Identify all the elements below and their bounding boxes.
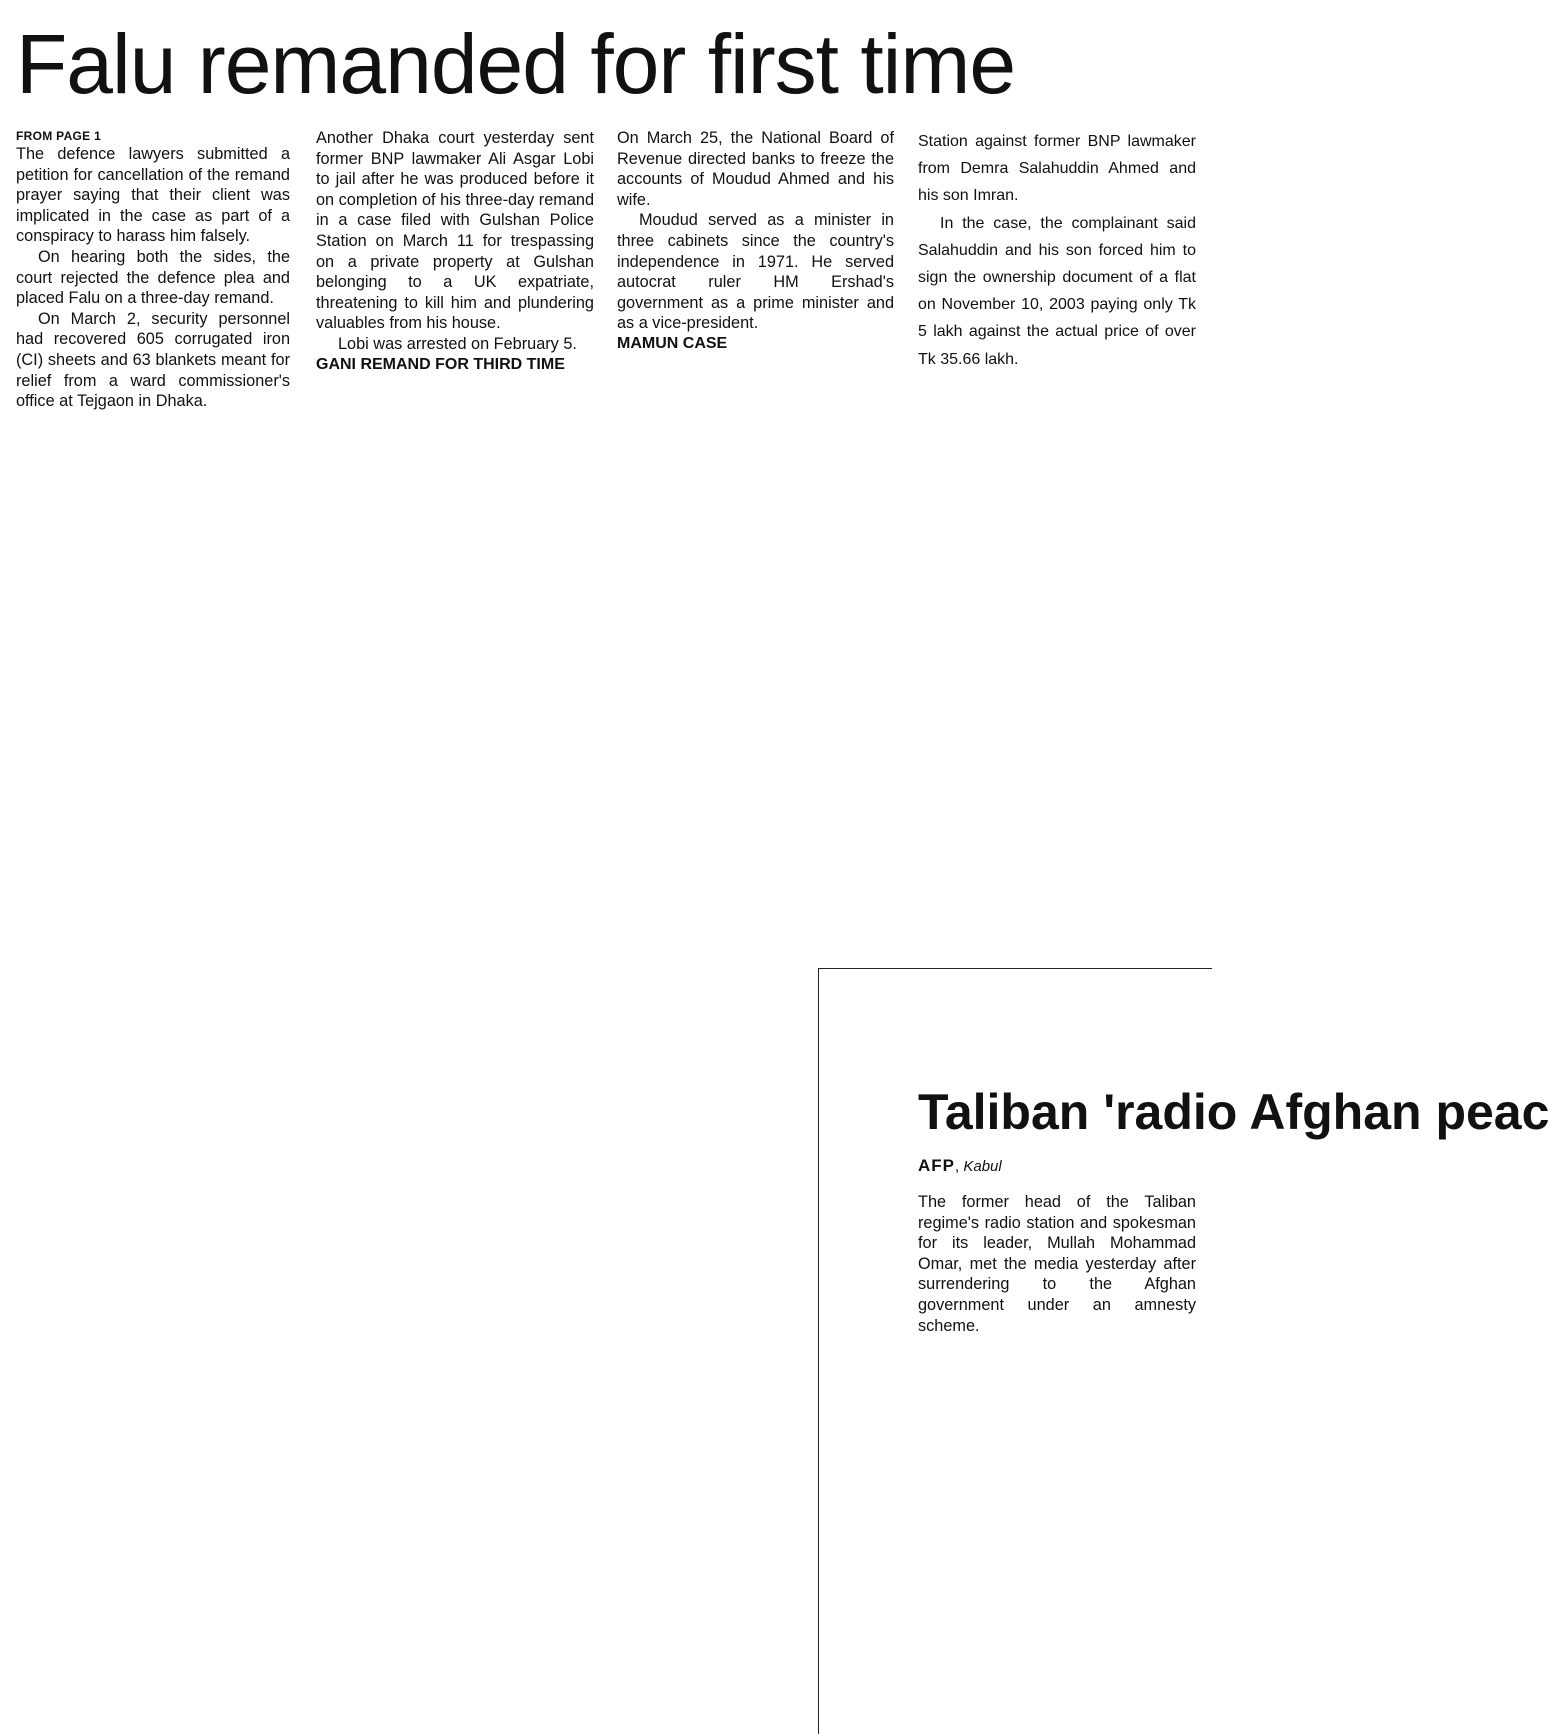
paragraph: Station against former BNP lawmaker from Demra Salahuddin Ahmed and his son Imran. [918,133,1196,205]
column-1 [16,128,290,1728]
paragraph: On March 2, security personnel had recovered 605 corrugated iron (CI) sheets and 63 blankets meant for relief from a ward commissioner's office at Tejgaon in Dhaka. [16,309,290,411]
paragraph: Another Dhaka court yesterday sent former BNP lawmaker Ali Asgar Lobi to jail after he was produced before it on completion of his three-day remand in a case filed with Gulshan Police Station on March 11 for trespassing on a private property at Gulshan belonging to a UK expatriate, threatening to kill him and plundering valuables from his house. [316,129,594,333]
taliban-story [918,1082,1549,1336]
paragraph: In the case, the complainant said Salahuddin and his son forced him to sign the ownership document of a flat on November 10, 2003 paying only Tk 5 lakh against the actual price of over Tk 35.66 lakh. [918,214,1196,368]
paragraph: Lobi was arrested on February 5. [338,334,577,353]
paragraph: The former head of the Taliban regime's radio station and spokesman for its leader, Mullah Mohammad Omar, met the media yesterday after surrendering to the Afghan government under an amnesty scheme. [918,1193,1196,1335]
paragraph: The defence lawyers submitted a petition for cancellation of the remand prayer saying that their client was implicated in the case as part of a conspiracy to harass him falsely. [16,145,290,246]
paragraph: On hearing both the sides, the court rejected the defence plea and placed Falu on a three-day remand. [16,247,290,308]
page-headline: Falu remanded for first time [16,17,1016,111]
taliban-body [918,1192,1196,1336]
column-divider [818,968,819,1734]
byline-place: Kabul [963,1158,1002,1175]
taliban-headline-text: Taliban 'radio Afghan peac [918,1084,1549,1140]
section-heading: GANI REMAND FOR THIRD TIME [316,355,565,373]
column-3 [617,128,894,1728]
paragraph: On March 25, the National Board of Revenue directed banks to freeze the accounts of Moudud Ahmed and his wife. [617,129,894,209]
paragraph: Moudud served as a minister in three cabinets since the country's independence in 1971. He served autocrat ruler HM Ershad's government as a prime minister and as a vice-president. [617,211,894,333]
story-divider [818,968,1212,969]
taliban-headline [918,1082,1549,1142]
column-2 [316,128,594,1728]
kicker-from-page: FROM PAGE 1 [16,129,102,143]
byline-agency: AFP [918,1156,955,1175]
section-heading: MAMUN CASE [617,334,728,352]
byline: AFP, Kabul [918,1156,1002,1175]
column-4 [918,128,1196,1078]
